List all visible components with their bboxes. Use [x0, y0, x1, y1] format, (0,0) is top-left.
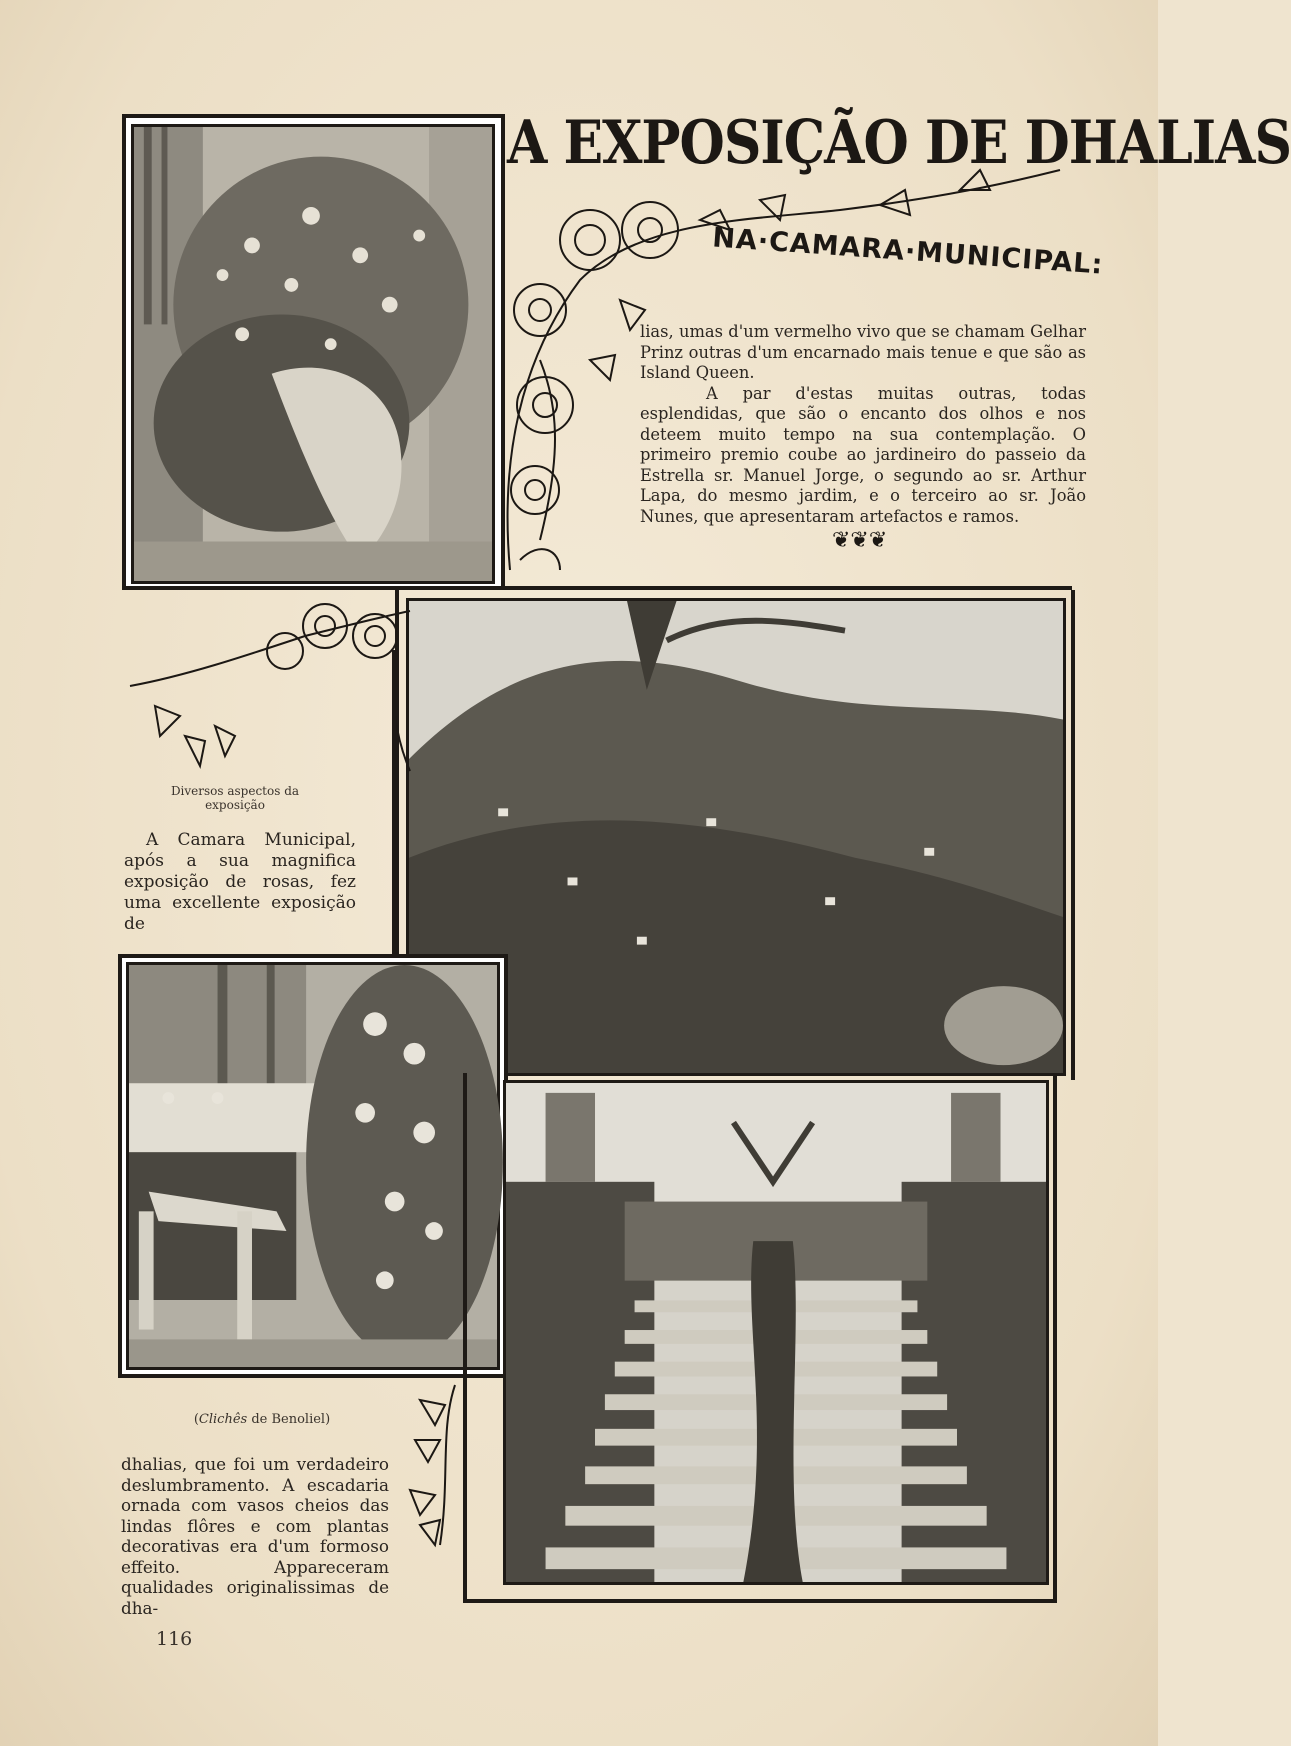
- paragraph-4: dhalias, que foi um verdadeiro deslumbramento. A escadaria ornada com vasos cheios das lindas flôres e com plantas decorativas era d'um formoso effeito. Appareceram qualidades originalissimas de dha-: [121, 1454, 389, 1618]
- photo-staircase: [503, 1080, 1049, 1585]
- photo-flower-table: [126, 962, 500, 1370]
- paragraph-1: lias, umas d'um vermelho vivo que se chamam Gelhar Prinz outras d'um encarnado mais tenue e que são as Island Queen.: [640, 322, 1086, 382]
- caption-cliches: [172, 1413, 352, 1427]
- article-text-top-right: [640, 322, 1086, 527]
- article-title: A EXPOSIÇÃO DE DHALIAS: [507, 108, 1291, 179]
- left-column-border-upper: [392, 650, 396, 960]
- paragraph-3: A Camara Municipal, após a sua magnifica exposição de rosas, fez uma excellente exposição de: [124, 830, 356, 934]
- caption-aspects: Diversos aspectos da exposição: [170, 784, 300, 812]
- left-column-border-lower: [463, 1380, 467, 1600]
- floral-ornament-left: [125, 596, 415, 776]
- caption-cliches-open: (: [193, 1412, 199, 1427]
- section-ornament: ❦❦❦: [832, 528, 888, 553]
- article-text-left-lower: [121, 1454, 389, 1618]
- caption-cliches-italic: Clichês: [198, 1412, 248, 1427]
- caption-cliches-rest: de Benoliel): [247, 1412, 331, 1427]
- article-subtitle: NA·CAMARA·MUNICIPAL:: [711, 222, 1105, 281]
- floral-ornament-lower-left: [400, 1380, 470, 1550]
- photo-cornucopia-arrangement: [131, 124, 495, 584]
- paragraph-2: A par d'estas muitas outras, todas esplendidas, que são o encanto dos olhos e nos deteem muito tempo na sua contemplação. O primeiro premio coube ao jardineiro do passeio da Estrella sr. Manuel Jorge, o segundo ao sr. Arthur Lapa, do mesmo jardim, e o terceiro ao sr. João Nunes, que apresentaram artefactos e ramos.: [640, 383, 1086, 526]
- page-number: 116: [156, 1628, 193, 1650]
- article-text-left-upper: [124, 830, 356, 935]
